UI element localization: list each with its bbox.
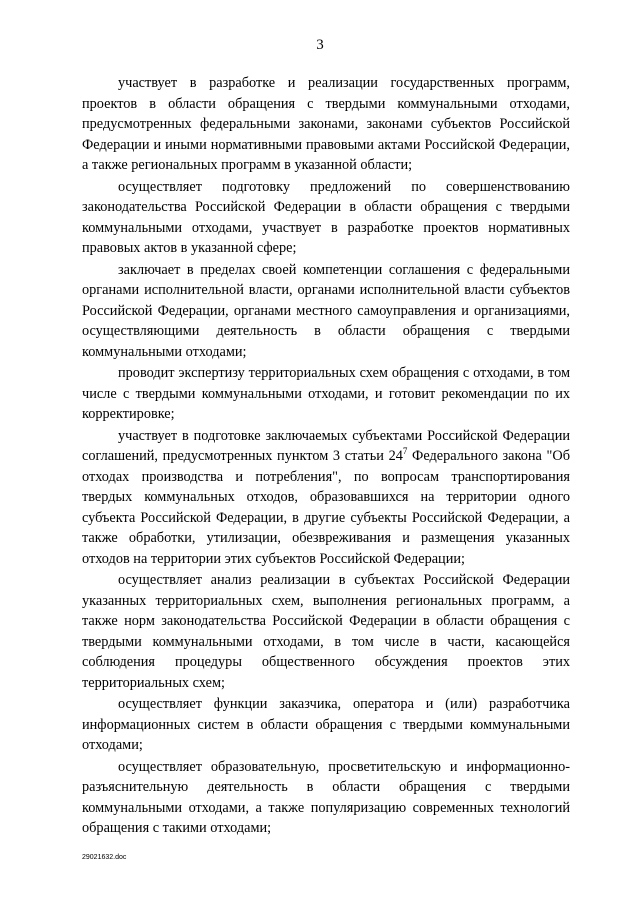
- paragraph-text-before: участвует в подготовке заключаемых субъектами Российской Федерации соглашений, предусмотренных пунктом 3 статьи 24: [82, 427, 570, 464]
- paragraph: осуществляет функции заказчика, оператора и (или) разработчика информационных систем в области обращения с твердыми коммунальными отходами;: [82, 696, 570, 753]
- paragraph: проводит экспертизу территориальных схем обращения с отходами, в том числе с твердыми коммунальными отходами, и готовит рекомендации по их корректировке;: [82, 365, 570, 422]
- paragraph-article-reference: [82, 426, 570, 570]
- paragraph: заключает в пределах своей компетенции соглашения с федеральными органами исполнительной власти, органами исполнительной власти субъектов Российской Федерации, органами местного самоуправления и организациями, осуществляющими деятельность в области обращения с твердыми коммунальными отходами;: [82, 261, 570, 360]
- paragraph-text-after: Федерального закона "Об отходах производства и потребления", по вопросам транспортирования твердых коммунальных отходов, образовавшихся на территории одного субъекта Российской Федерации, в другие субъекты Российской Федерации, а также обработки, утилизации, обезвреживания и размещения указанных отходов на территории этих субъектов Российской Федерации;: [82, 448, 570, 567]
- paragraph: осуществляет образовательную, просветительскую и информационно-разъяснительную деятельность в области обращения с твердыми коммунальными отходами, а также популяризацию современных технологий обращения с такими отходами;: [82, 758, 570, 836]
- paragraph: осуществляет подготовку предложений по совершенствованию законодательства Российской Федерации в области обращения с твердыми коммунальными отходами, участвует в разработке проектов нормативных правовых актов в указанной сфере;: [82, 178, 570, 256]
- document-file-code: 29021632.doc: [82, 854, 127, 861]
- article-superscript: 7: [402, 446, 408, 456]
- document-body: [82, 73, 570, 839]
- paragraph: участвует в разработке и реализации государственных программ, проектов в области обращения с твердыми коммунальными отходами, предусмотренных федеральными законами, законами субъектов Российской Федерации и иными нормативными правовыми актами Российской Федерации, а также региональных программ в указанной области;: [82, 75, 570, 173]
- paragraph: осуществляет анализ реализации в субъектах Российской Федерации указанных территориальных схем, выполнения региональных программ, а также норм законодательства Российской Федерации в области обращения с твердыми коммунальными отходами, в том числе в части, касающейся соблюдения процедуры общественного обсуждения проектов этих территориальных схем;: [82, 572, 570, 691]
- page-number: 3: [316, 37, 324, 53]
